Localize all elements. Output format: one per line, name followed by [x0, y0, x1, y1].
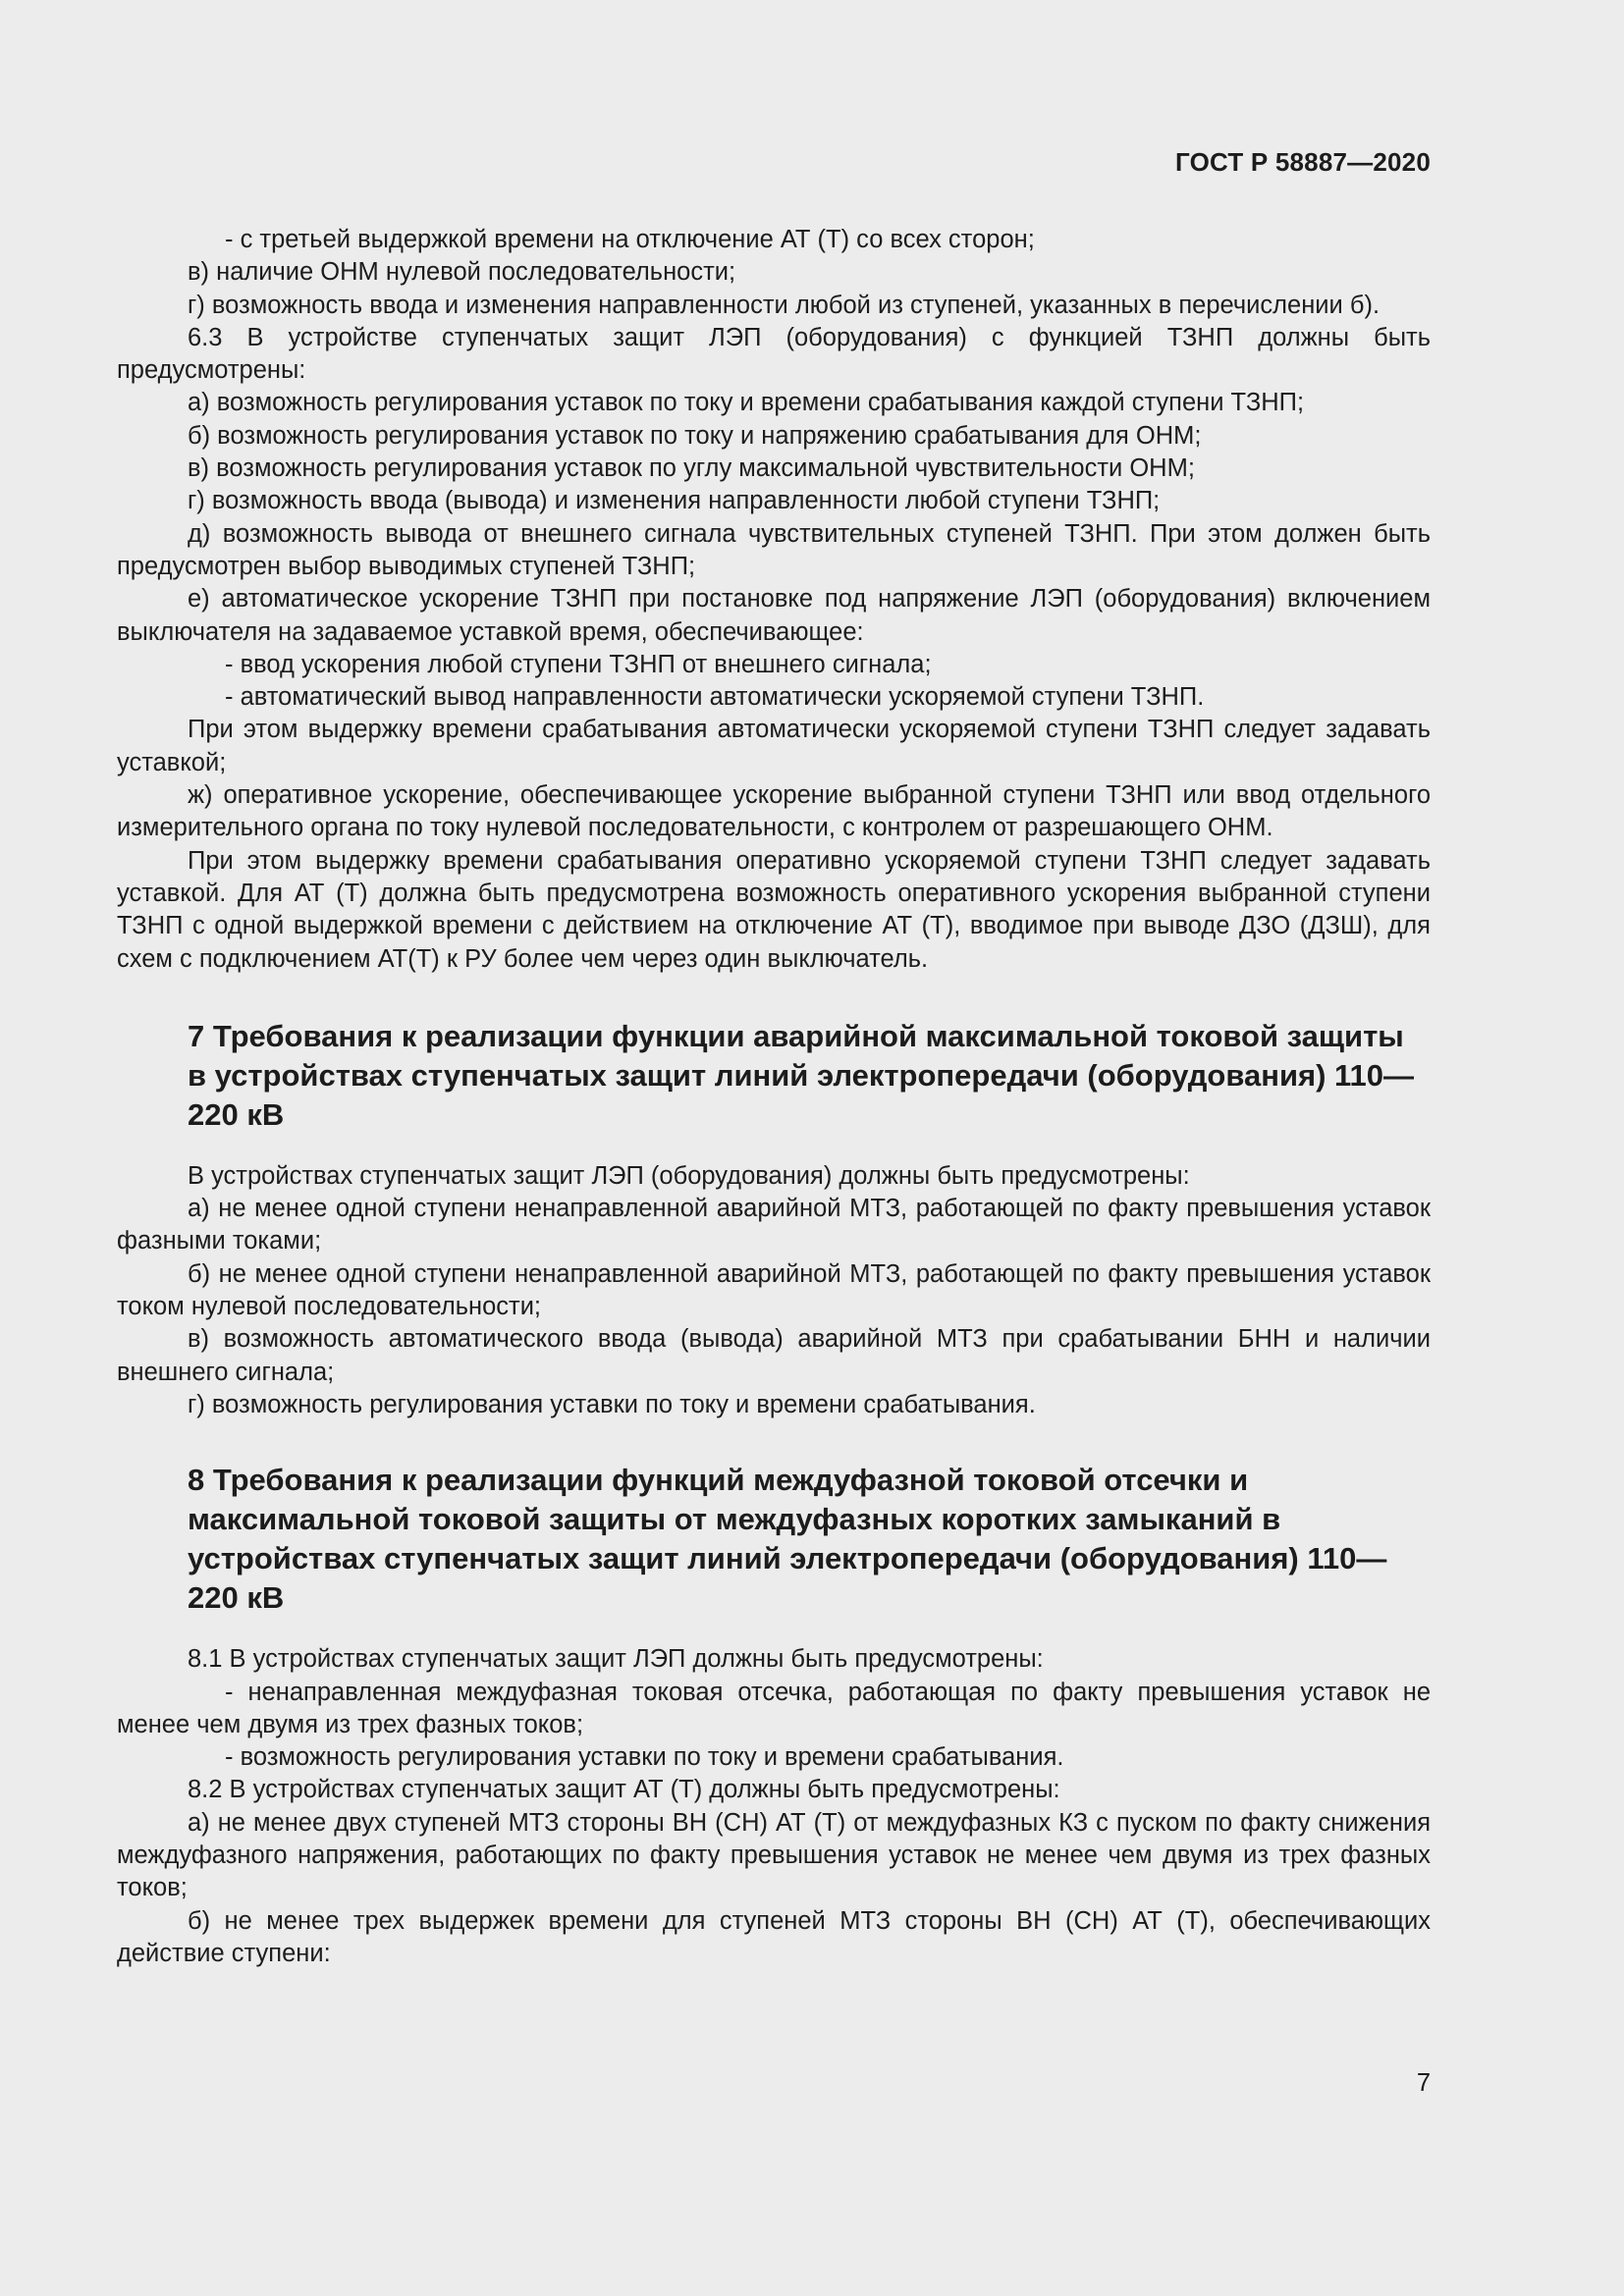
section-7-heading: 7 Требования к реализации функции аварийной максимальной токовой защиты в устройствах ступенчатых защит линий электропередачи (оборудования) 110—220 кВ — [188, 1018, 1415, 1132]
paragraph: В устройствах ступенчатых защит ЛЭП (оборудования) должны быть предусмотрены: — [188, 1161, 1190, 1190]
list-item: - ввод ускорения любой ступени ТЗНП от внешнего сигнала; — [225, 650, 932, 678]
paragraph: При этом выдержку времени срабатывания оперативно ускоряемой ступени ТЗНП следует задавать уставкой. Для АТ (Т) должна быть предусмотрена возможность оперативного ускорения выбранной ступени ТЗНП с одной выдержкой времени с действием на отключение АТ (Т), вводимое при выводе ДЗО (ДЗШ), для схем с подключением АТ(Т) к РУ более чем через один выключатель. — [117, 846, 1431, 973]
paragraph: При этом выдержку времени срабатывания автоматически ускоряемой ступени ТЗНП следует задавать уставкой; — [117, 716, 1431, 776]
list-item: - возможность регулирования уставки по току и времени срабатывания. — [225, 1743, 1064, 1772]
section-8-heading: 8 Требования к реализации функций междуфазной токовой отсечки и максимальной токовой защиты от междуфазных коротких замыканий в устройствах ступенчатых защит линий электропередачи (оборудования) 110—220 кВ — [188, 1463, 1387, 1616]
paragraph: б) не менее трех выдержек времени для ступеней МТЗ стороны ВН (СН) АТ (Т), обеспечивающих действие ступени: — [117, 1906, 1431, 1967]
paragraph: б) возможность регулирования уставок по току и напряжению срабатывания для ОНМ; — [188, 421, 1202, 450]
document-body — [117, 224, 1431, 1970]
document-code: ГОСТ Р 58887—2020 — [1175, 147, 1431, 177]
list-item: - ненаправленная междуфазная токовая отсечка, работающая по факту превышения уставок не менее чем двумя из трех фазных токов; — [117, 1678, 1431, 1738]
list-item: - с третьей выдержкой времени на отключение АТ (Т) со всех сторон; — [225, 226, 1035, 253]
paragraph: е) автоматическое ускорение ТЗНП при постановке под напряжение ЛЭП (оборудования) включением выключателя на задаваемое уставкой время, обеспечивающее: — [117, 585, 1431, 646]
paragraph: ж) оперативное ускорение, обеспечивающее ускорение выбранной ступени ТЗНП или ввод отдельного измерительного органа по току нулевой последовательности, с контролем от разрешающего ОНМ. — [117, 781, 1431, 842]
paragraph: в) возможность автоматического ввода (вывода) аварийной МТЗ при срабатывании БНН и наличии внешнего сигнала; — [117, 1325, 1431, 1386]
clause-8-1: 8.1 В устройствах ступенчатых защит ЛЭП должны быть предусмотрены: — [188, 1645, 1044, 1674]
clause-8-2: 8.2 В устройствах ступенчатых защит АТ (Т) должны быть предусмотрены: — [188, 1776, 1060, 1804]
paragraph: г) возможность ввода и изменения направленности любой из ступеней, указанных в перечислении б). — [188, 291, 1380, 319]
paragraph: г) возможность ввода (вывода) и изменения направленности любой ступени ТЗНП; — [188, 487, 1161, 515]
paragraph: а) возможность регулирования уставок по току и времени срабатывания каждой ступени ТЗНП; — [188, 389, 1305, 417]
paragraph: б) не менее одной ступени ненаправленной аварийной МТЗ, работающей по факту превышения уставок током нулевой последовательности; — [117, 1259, 1431, 1321]
paragraph: в) наличие ОНМ нулевой последовательности; — [188, 258, 736, 287]
paragraph: а) не менее двух ступеней МТЗ стороны ВН (СН) АТ (Т) от междуфазных КЗ с пуском по факту снижения междуфазного напряжения, работающих по факту превышения уставок не менее чем двумя из трех фазных токов; — [117, 1808, 1431, 1902]
clause-6-3: 6.3 В устройстве ступенчатых защит ЛЭП (оборудования) с функцией ТЗНП должны быть предусмотрены: — [117, 323, 1431, 385]
paragraph: г) возможность регулирования уставки по току и времени срабатывания. — [188, 1390, 1036, 1418]
page-number: 7 — [1416, 2069, 1431, 2097]
list-item: - автоматический вывод направленности автоматически ускоряемой ступени ТЗНП. — [225, 683, 1205, 712]
paragraph: а) не менее одной ступени ненаправленной аварийной МТЗ, работающей по факту превышения уставок фазными токами; — [117, 1195, 1431, 1255]
paragraph: д) возможность вывода от внешнего сигнала чувствительных ступеней ТЗНП. При этом должен быть предусмотрен выбор выводимых ступеней ТЗНП; — [117, 519, 1431, 580]
paragraph: в) возможность регулирования уставок по углу максимальной чувствительности ОНМ; — [188, 454, 1195, 483]
